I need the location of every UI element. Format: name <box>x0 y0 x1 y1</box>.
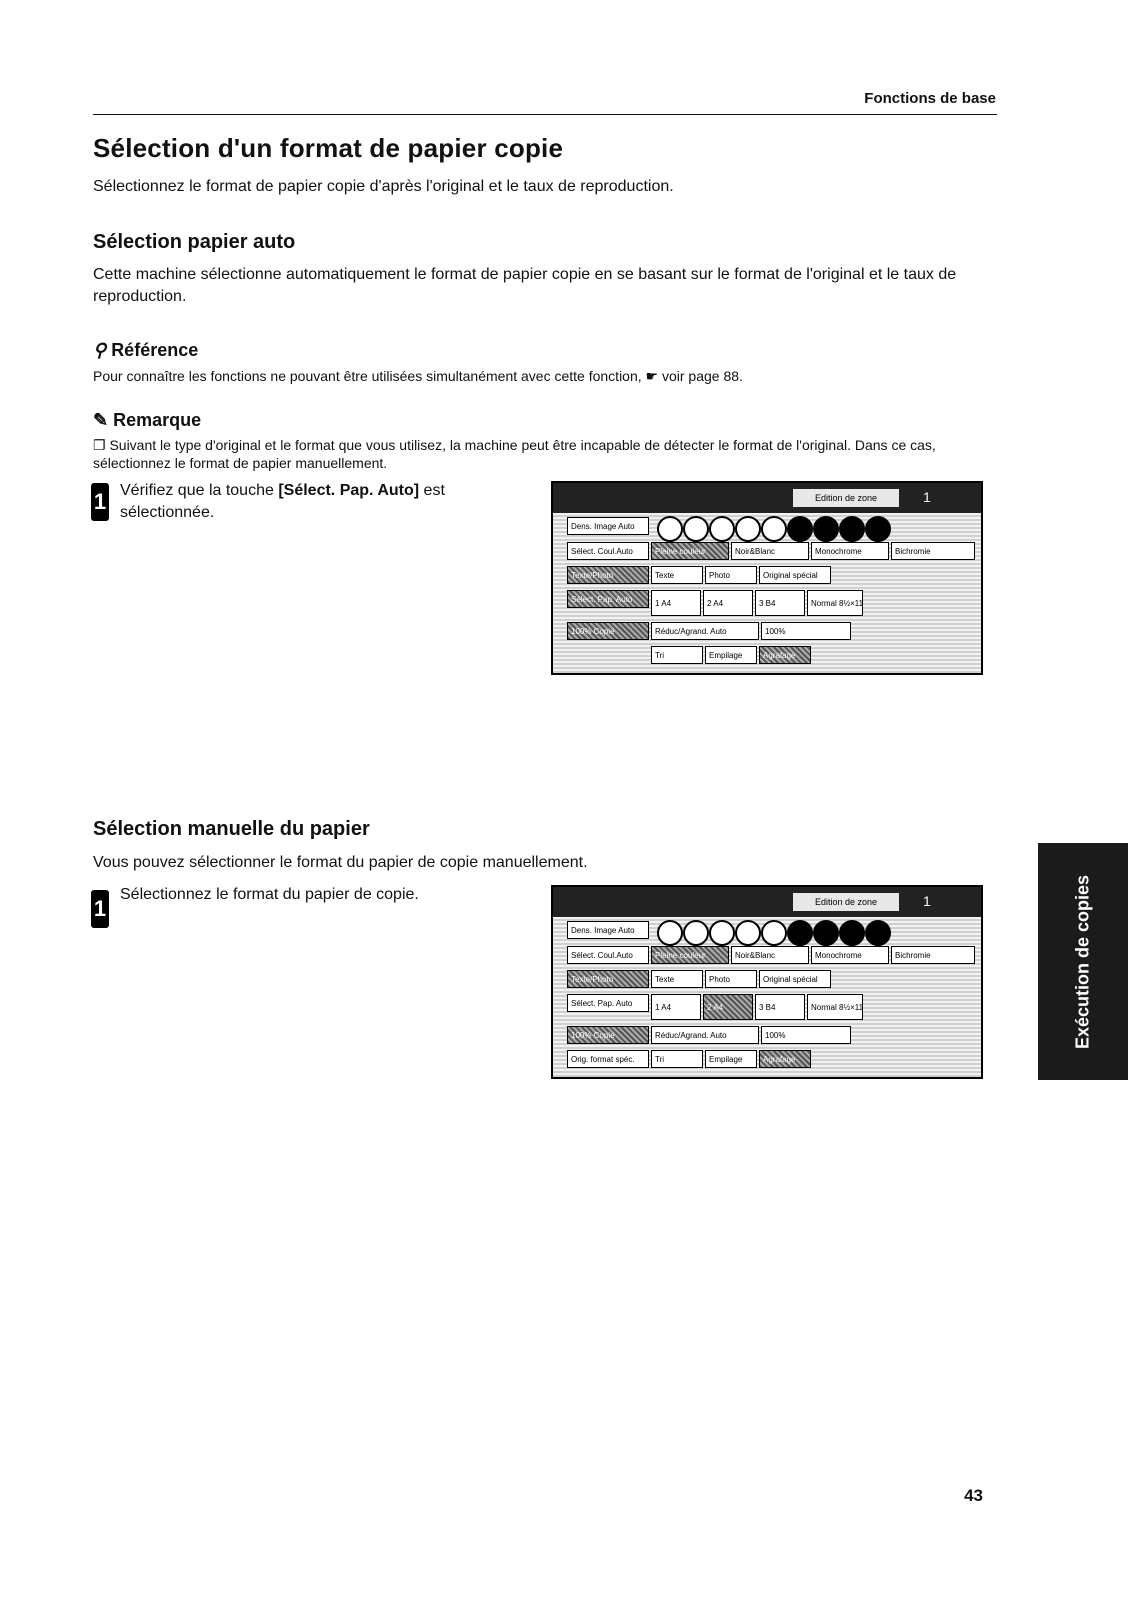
tray-2-button[interactable]: 2 A4 <box>703 994 753 1020</box>
bw-button[interactable]: Noir&Blanc <box>731 946 809 964</box>
copy-counter: 1 <box>923 489 931 505</box>
bw-button[interactable]: Noir&Blanc <box>731 542 809 560</box>
density-dot[interactable] <box>735 516 761 542</box>
copy-counter: 1 <box>923 893 931 909</box>
bichro-button[interactable]: Bichromie <box>891 542 975 560</box>
density-dot[interactable] <box>683 920 709 946</box>
side-tab: Exécution de copies <box>1038 843 1128 1080</box>
reference-heading: ⚲ Référence <box>93 340 199 360</box>
tray-3-button[interactable]: 3 B4 <box>755 590 805 616</box>
edit-zone-button[interactable]: Edition de zone <box>793 489 899 507</box>
page-title: Sélection d'un format de papier copie <box>93 133 564 163</box>
step-number: 1 <box>91 483 109 521</box>
photo-button[interactable]: Photo <box>705 566 757 584</box>
panel-body <box>553 917 981 1077</box>
text-button[interactable]: Texte <box>651 566 703 584</box>
auto-step-text: Vérifiez que la touche [Sélect. Pap. Auto] est sélectionnée. <box>120 482 445 521</box>
copy-100-button[interactable]: 100% Copie <box>567 622 649 640</box>
ratio-display: 100% <box>761 622 851 640</box>
photo-button[interactable]: Photo <box>705 970 757 988</box>
pencil-icon: ✎ <box>93 410 114 430</box>
tray-2-button[interactable]: 2 A4 <box>703 590 753 616</box>
bichro-button[interactable]: Bichromie <box>891 946 975 964</box>
density-dot[interactable] <box>657 920 683 946</box>
running-header: Fonctions de base <box>864 90 996 107</box>
edit-zone-button[interactable]: Edition de zone <box>793 893 899 911</box>
remark-heading: ✎ Remarque <box>93 410 202 430</box>
density-dot[interactable] <box>813 516 839 542</box>
tray-1-button[interactable]: 1 A4 <box>651 994 701 1020</box>
intro-text: Sélectionnez le format de papier copie d'après l'original et le taux de reproduction. <box>93 178 674 195</box>
mono-button[interactable]: Monochrome <box>811 542 889 560</box>
reduce-enlarge-button[interactable]: Réduc/Agrand. Auto <box>651 622 759 640</box>
color-select-button[interactable]: Sélect. Coul.Auto <box>567 946 649 964</box>
density-dot[interactable] <box>839 920 865 946</box>
density-dot[interactable] <box>761 920 787 946</box>
stack-button[interactable]: Empilage <box>705 646 757 664</box>
sort-button[interactable]: Tri <box>651 1050 703 1068</box>
reference-text: Pour connaître les fonctions ne pouvant être utilisées simultanément avec cette fonction, ☛ voir page 88. <box>93 368 743 384</box>
color-select-button[interactable]: Sélect. Coul.Auto <box>567 542 649 560</box>
step-number: 1 <box>91 890 109 928</box>
panel-body <box>553 513 981 673</box>
full-color-button[interactable]: Pleine couleur <box>651 946 729 964</box>
ratio-display: 100% <box>761 1026 851 1044</box>
text-photo-button[interactable]: Texte/Photo <box>567 566 649 584</box>
density-dot[interactable] <box>683 516 709 542</box>
auto-heading: Sélection papier auto <box>93 231 296 253</box>
density-dot[interactable] <box>709 516 735 542</box>
density-dot[interactable] <box>761 516 787 542</box>
panel-topbar <box>553 483 981 513</box>
density-dot[interactable] <box>813 920 839 946</box>
magnifier-icon: ⚲ <box>93 340 112 360</box>
density-dot[interactable] <box>787 920 813 946</box>
text-photo-button[interactable]: Texte/Photo <box>567 970 649 988</box>
special-original-button[interactable]: Original spécial <box>759 970 831 988</box>
density-dot[interactable] <box>657 516 683 542</box>
mono-button[interactable]: Monochrome <box>811 946 889 964</box>
density-dot[interactable] <box>839 516 865 542</box>
header-rule <box>93 114 997 115</box>
density-dot[interactable] <box>735 920 761 946</box>
special-original-button[interactable]: Original spécial <box>759 566 831 584</box>
remark-text: ❐ Suivant le type d'original et le format que vous utilisez, la machine peut être incapable de détecter le format de l'original. Dans ce cas, sélectionnez le format de papier manuellement. <box>93 437 936 471</box>
manual-heading: Sélection manuelle du papier <box>93 818 370 840</box>
control-panel-auto <box>551 481 983 675</box>
tray-4-button[interactable]: Normal 8½×11 <box>807 994 863 1020</box>
density-button[interactable]: Dens. Image Auto <box>567 921 649 939</box>
text-button[interactable]: Texte <box>651 970 703 988</box>
density-dot[interactable] <box>865 516 891 542</box>
reduce-enlarge-button[interactable]: Réduc/Agrand. Auto <box>651 1026 759 1044</box>
stack-button[interactable]: Empilage <box>705 1050 757 1068</box>
density-dot[interactable] <box>865 920 891 946</box>
density-button[interactable]: Dens. Image Auto <box>567 517 649 535</box>
copy-100-button[interactable]: 100% Copie <box>567 1026 649 1044</box>
tray-1-button[interactable]: 1 A4 <box>651 590 701 616</box>
manual-step-text: Sélectionnez le format du papier de copie. <box>120 886 419 903</box>
density-dot[interactable] <box>787 516 813 542</box>
auto-text: Cette machine sélectionne automatiquement le format de papier copie en se basant sur le format de l'original et le taux de reproduction. <box>93 266 957 305</box>
staple-button[interactable]: Agrafage <box>759 1050 811 1068</box>
panel-topbar <box>553 887 981 917</box>
control-panel-manual <box>551 885 983 1079</box>
sort-button[interactable]: Tri <box>651 646 703 664</box>
staple-button[interactable]: Agrafage <box>759 646 811 664</box>
tray-3-button[interactable]: 3 B4 <box>755 994 805 1020</box>
tray-4-button[interactable]: Normal 8½×11 <box>807 590 863 616</box>
paper-auto-button[interactable]: Sélect. Pap. Auto <box>567 590 649 608</box>
full-color-button[interactable]: Pleine couleur <box>651 542 729 560</box>
page-number: 43 <box>964 1486 983 1505</box>
paper-auto-button[interactable]: Sélect. Pap. Auto <box>567 994 649 1012</box>
manual-text: Vous pouvez sélectionner le format du papier de copie manuellement. <box>93 854 588 871</box>
original-format-button[interactable]: Orig. format spéc. <box>567 1050 649 1068</box>
density-dot[interactable] <box>709 920 735 946</box>
